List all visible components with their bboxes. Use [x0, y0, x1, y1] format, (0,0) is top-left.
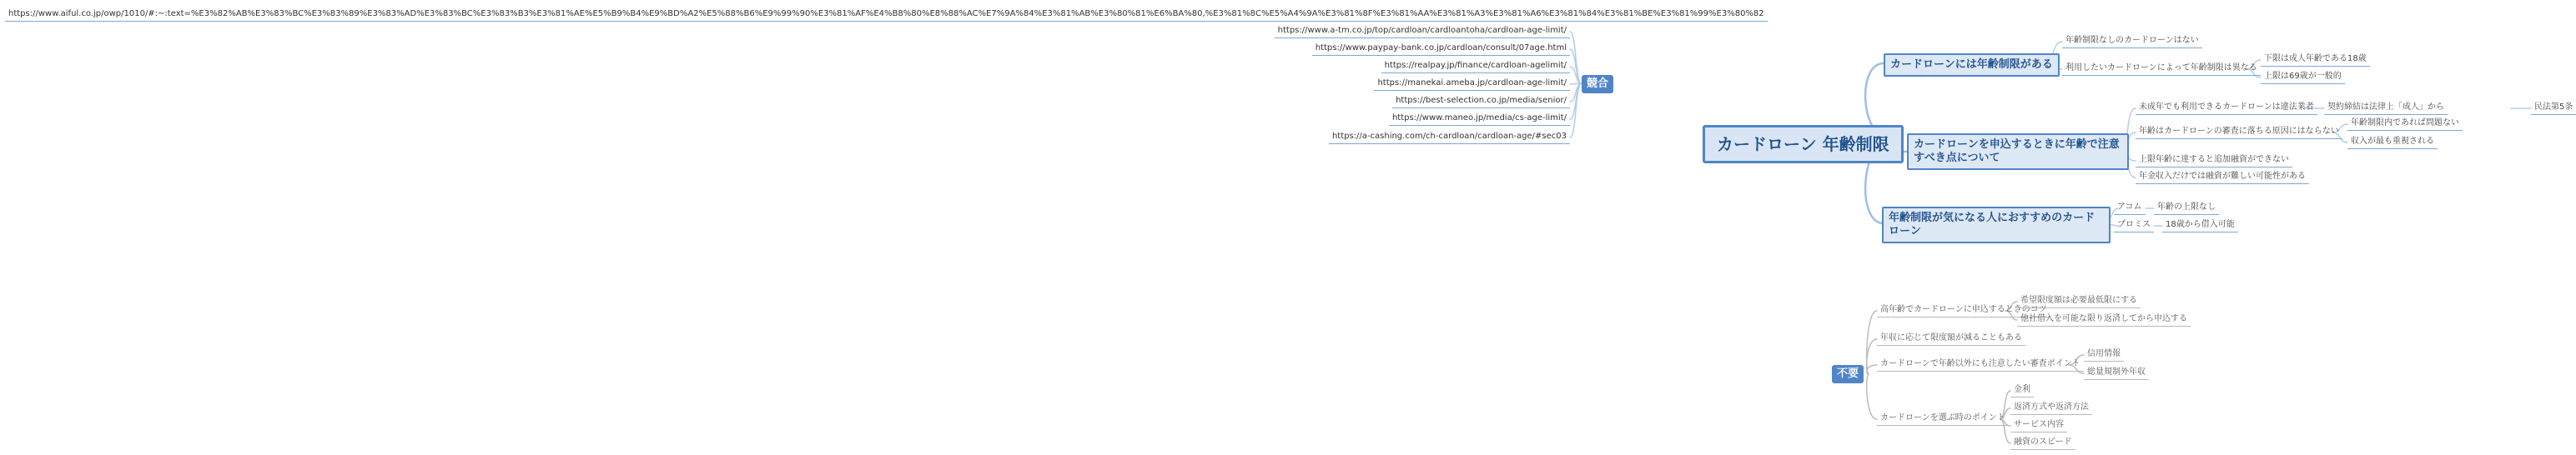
repayment-node[interactable]: 返済方式や返済方法 [2010, 402, 2092, 415]
elderly-tip-1-node[interactable]: 希望限度額は必要最低限にする [2017, 295, 2141, 308]
limit-down-node[interactable]: 年収に応じて限度額が減ることもある [1877, 332, 2025, 346]
competitor-url[interactable]: https://a-cashing.com/ch-cardloan/cardloan-age/#sec03 [1329, 131, 1570, 144]
acom-node[interactable]: アコム [2114, 202, 2146, 215]
competitors-tag[interactable]: 競合 [1582, 75, 1613, 93]
choose-points-node[interactable]: カードローンを選ぶ時のポイント [1877, 412, 2009, 426]
varies-node[interactable]: 利用したいカードローンによって年齢制限は異なる [2062, 62, 2261, 76]
lower-limit-node[interactable]: 下限は成人年齢である18歳 [2261, 53, 2370, 67]
promise-node[interactable]: プロミス [2114, 219, 2154, 232]
competitor-url[interactable]: https://www.paypay-bank.co.jp/cardloan/consult/07age.html [1312, 42, 1570, 56]
other-points-node[interactable]: カードローンで年齢以外にも注意したい審査ポイント [1877, 358, 2084, 372]
not-reason-node[interactable]: 年齢はカードローンの審査に落ちる原因にはならない [2136, 126, 2342, 139]
minor-detail-node[interactable]: 契約締結は法律上「成人」から [2324, 102, 2448, 115]
promise-note-node[interactable]: 18歳から借入可能 [2162, 219, 2238, 232]
service-node[interactable]: サービス内容 [2010, 419, 2067, 432]
upper-limit-node[interactable]: 上限は69歳が一般的 [2261, 71, 2345, 84]
minor-illegal-node[interactable]: 未成年でも利用できるカードローンは違法業者 [2136, 102, 2317, 115]
branch-age-limit[interactable]: カードローンには年齢制限がある [1884, 53, 2060, 77]
competitor-connectors [1570, 32, 1582, 138]
competitor-url[interactable]: https://best-selection.co.jp/media/senior/ [1392, 95, 1570, 108]
branch-caution[interactable]: カードローンを申込するときに年齢で注意すべき点について [1907, 133, 2129, 170]
competitor-url[interactable]: https://manekai.ameba.jp/cardloan-age-limit/ [1374, 78, 1570, 91]
civil-law-node[interactable]: 民法第5条 [2531, 102, 2576, 115]
interest-node[interactable]: 金利 [2010, 384, 2034, 398]
root-node[interactable]: カードローン 年齢制限 [1703, 125, 1904, 163]
competitor-url[interactable]: https://www.maneo.jp/media/cs-age-limit/ [1389, 112, 1570, 126]
competitor-url[interactable]: https://www.a-tm.co.jp/top/cardloan/cardloantoha/cardloan-age-limit/ [1275, 25, 1570, 38]
income-node[interactable]: 収入が最も重視される [2347, 136, 2438, 149]
branch-recommend[interactable]: 年齢制限が気になる人におすすめのカードローン [1882, 207, 2111, 243]
elderly-tips-node[interactable]: 高年齢でカードローンに申込するときのコツ [1877, 304, 2050, 318]
competitor-url[interactable]: https://realpay.jp/finance/cardloan-agelimit/ [1381, 60, 1570, 73]
pension-node[interactable]: 年金収入だけでは融資が難しい可能性がある [2136, 171, 2309, 184]
unused-tag[interactable]: 不要 [1832, 365, 1864, 383]
credit-info-node[interactable]: 信用情報 [2084, 348, 2124, 362]
total-regulation-node[interactable]: 総量規制外年収 [2084, 367, 2149, 380]
competitor-url-top[interactable]: https://www.aiful.co.jp/owp/1010/#:~:text=%E3%82%AB%E3%83%BC%E3%83%89%E3%83%AD%E3%83%BC%E3%83%B3%E3%81%AE%E5%B9%B4%E9%BD%A2%E5%88%B6%E9%99%90%E3%81%AF%E4%B8%80%E8%88%AC%E7%9A%84%E3%81%AB%E3%80%81%E6%BA%80,%E3%81%8C%E5%A4%9A%E3%81%8F%E3%81%AA%E3%81%A3%E3%81%A6%E3%81%84%E3%81%BE%E3%81%99%E3%80%82 [5, 8, 1768, 22]
over-limit-node[interactable]: 上限年齢に達すると追加融資ができない [2136, 154, 2292, 168]
within-ok-node[interactable]: 年齢制限内であれば問題ない [2347, 118, 2463, 131]
speed-node[interactable]: 融資のスピード [2010, 437, 2075, 450]
elderly-tip-2-node[interactable]: 他社借入を可能な限り返済してから申込する [2017, 313, 2191, 327]
no-limit-node[interactable]: 年齢制限なしのカードローンはない [2062, 35, 2202, 48]
acom-note-node[interactable]: 年齢の上限なし [2154, 202, 2219, 215]
